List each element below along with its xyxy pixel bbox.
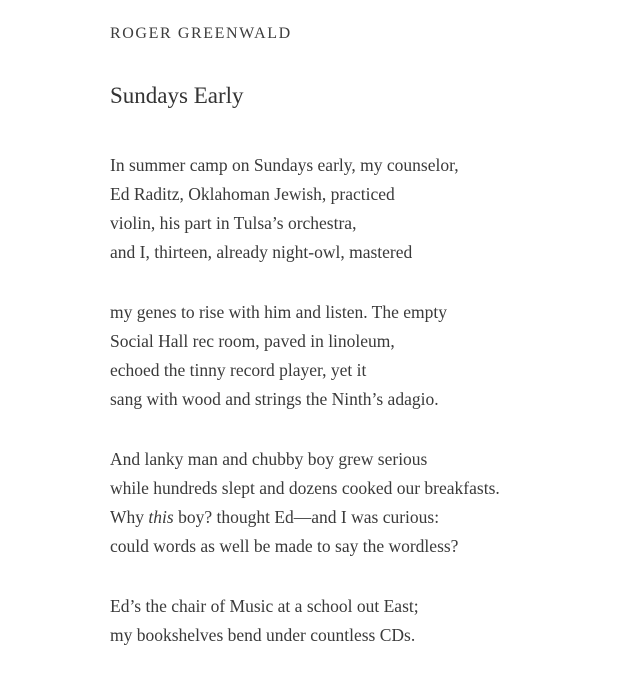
poem-body — [110, 151, 600, 650]
stanza — [110, 151, 600, 267]
poem-line: Social Hall rec room, paved in linoleum, — [110, 331, 395, 351]
poem-line: Ed’s the chair of Music at a school out East; — [110, 596, 419, 616]
poem-line: my bookshelves bend under countless CDs. — [110, 625, 416, 645]
stanza — [110, 298, 600, 414]
poem-line: while hundreds slept and dozens cooked our breakfasts. — [110, 478, 500, 498]
stanza — [110, 445, 600, 561]
poem-line: echoed the tinny record player, yet it — [110, 360, 367, 380]
italic-word: this — [148, 507, 174, 527]
poem-line: And lanky man and chubby boy grew serious — [110, 449, 428, 469]
poem-line: Why this boy? thought Ed—and I was curious: — [110, 507, 440, 527]
poem-title: Sundays Early — [110, 83, 244, 108]
poem-line: could words as well be made to say the wordless? — [110, 536, 459, 556]
poem-line: sang with wood and strings the Ninth’s adagio. — [110, 389, 439, 409]
poem-line: and I, thirteen, already night-owl, mastered — [110, 242, 413, 262]
author-name: ROGER GREENWALD — [110, 25, 292, 42]
poem-line: Ed Raditz, Oklahoman Jewish, practiced — [110, 184, 395, 204]
poem-line: my genes to rise with him and listen. The empty — [110, 302, 447, 322]
stanza — [110, 592, 600, 650]
poem-line: violin, his part in Tulsa’s orchestra, — [110, 213, 357, 233]
poem-line: In summer camp on Sundays early, my counselor, — [110, 155, 459, 175]
